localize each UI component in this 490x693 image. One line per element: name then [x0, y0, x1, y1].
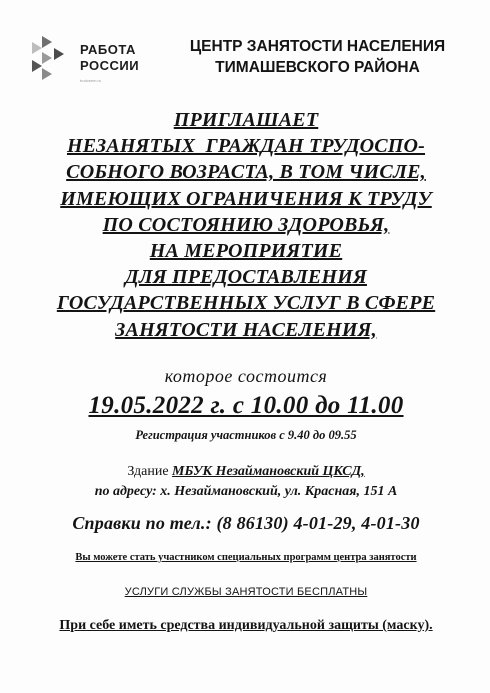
- venue-building-prefix: Здание: [127, 464, 169, 479]
- logo-wordmark: [80, 42, 139, 74]
- organization-line-2: ТИМАШЕВСКОГО РАЙОНА: [215, 59, 420, 76]
- headline-line: НА МЕРОПРИЯТИЕ: [149, 240, 343, 263]
- headline-line: ДЛЯ ПРЕДОСТАВЛЕНИЯ: [125, 266, 367, 289]
- free-services-note: УСЛУГИ СЛУЖБЫ ЗАНЯТОСТИ БЕСПЛАТНЫ: [124, 586, 368, 598]
- rabota-rossii-logo: [30, 30, 150, 90]
- venue-building: [20, 462, 472, 482]
- logo-line-2: РОССИИ: [80, 58, 140, 73]
- mask-note: При себе иметь средства индивидуальной защиты (маску).: [59, 618, 433, 633]
- event-datetime: 19.05.2022 г. с 10.00 до 11.00: [88, 392, 404, 419]
- will-hold-text: которое состоится: [164, 366, 328, 386]
- venue-address: по адресу: х. Незаймановский, ул. Красная, 151 А: [94, 484, 398, 499]
- organization-line-1: ЦЕНТР ЗАНЯТОСТИ НАСЕЛЕНИЯ: [189, 38, 446, 55]
- organization-title: [160, 36, 475, 78]
- logo-line-1: РАБОТА: [80, 42, 136, 57]
- headline-line: ПО СОСТОЯНИЮ ЗДОРОВЬЯ,: [102, 213, 390, 236]
- venue-info: [20, 462, 472, 502]
- special-programs-note: Вы можете стать участником специальных программ центра занятости: [75, 552, 417, 563]
- contact-phones: Справки по тел.: (8 86130) 4-01-29, 4-01-30: [72, 513, 420, 533]
- headline-line: НЕЗАНЯТЫХ ГРАЖДАН ТРУДОСПО-: [66, 135, 426, 158]
- headline-line: ЗАНЯТОСТИ НАСЕЛЕНИЯ,: [115, 318, 377, 341]
- registration-time: Регистрация участников с 9.40 до 09.55: [135, 428, 357, 442]
- headline-line: ГОСУДАРСТВЕННЫХ УСЛУГ В СФЕРЕ: [56, 292, 436, 315]
- rabota-rossii-logo-icon: [30, 34, 74, 82]
- venue-building-name: МБУК Незаймановский ЦКСД,: [172, 464, 365, 479]
- invitation-headline: [20, 107, 472, 343]
- headline-line: СОБНОГО ВОЗРАСТА, В ТОМ ЧИСЛЕ,: [66, 161, 426, 184]
- headline-line: ИМЕЮЩИХ ОГРАНИЧЕНИЯ К ТРУДУ: [60, 187, 432, 210]
- headline-line: ПРИГЛАШАЕТ: [173, 109, 319, 131]
- logo-tagline: trudvsem.ru: [80, 78, 102, 83]
